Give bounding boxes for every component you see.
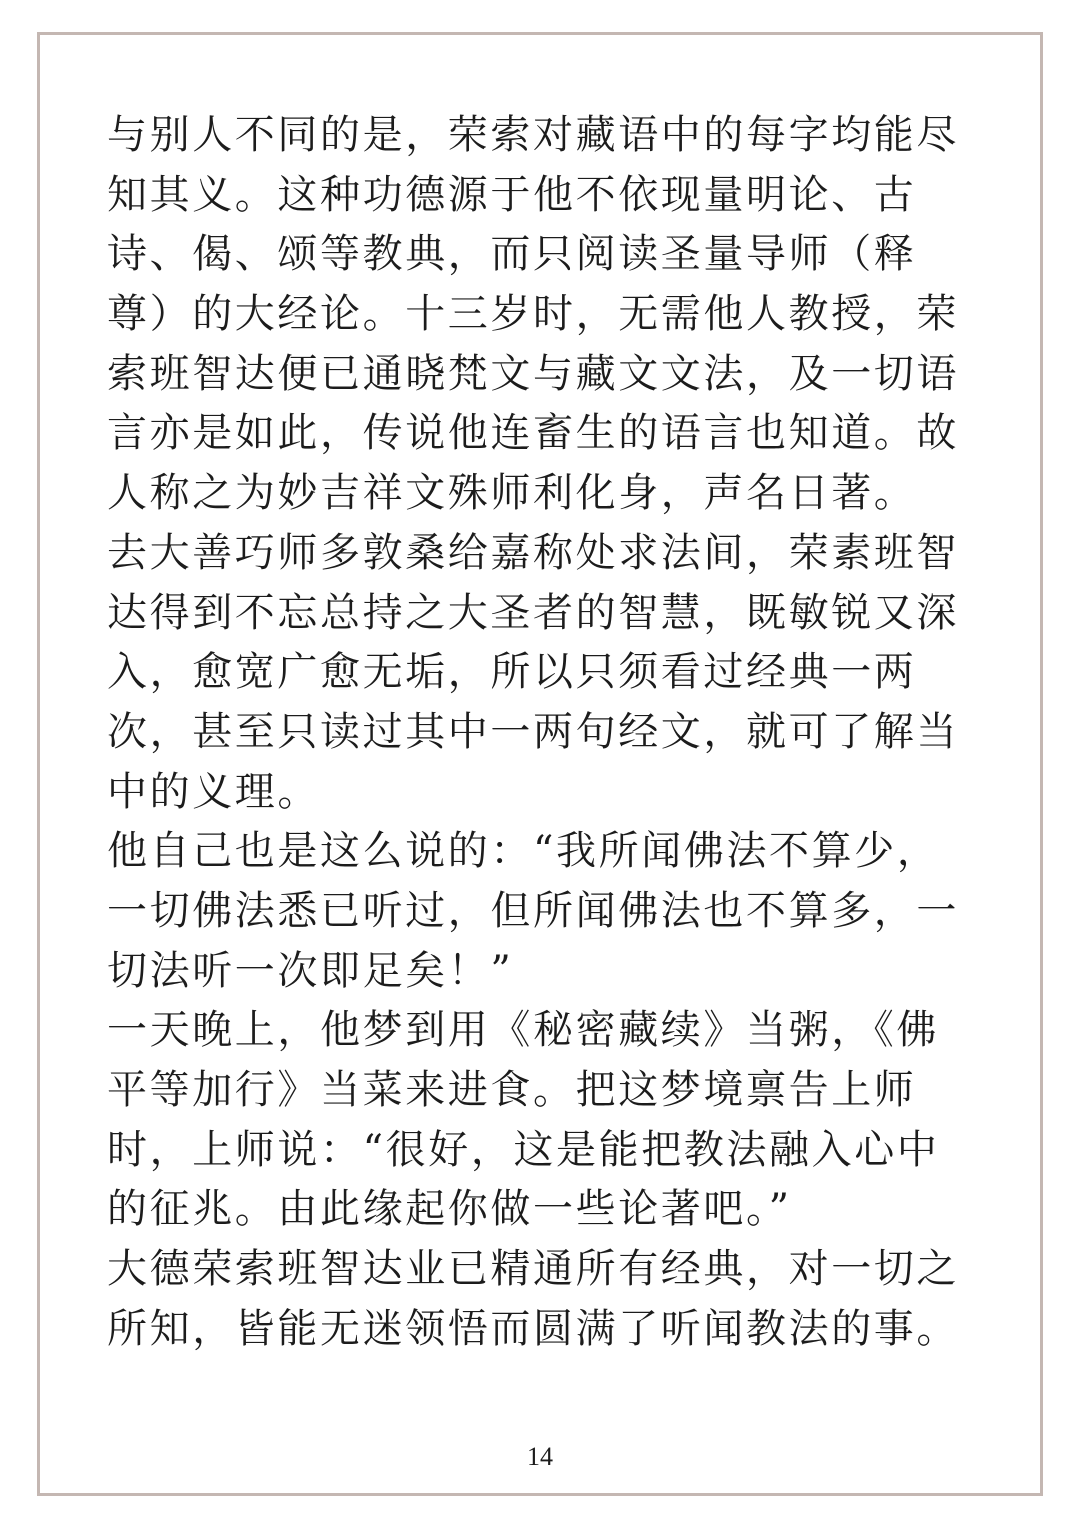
text-line: 所知，皆能无迷领悟而圆满了听闻教法的事。	[107, 1305, 959, 1352]
text-line: 入，愈宽广愈无垢，所以只须看过经典一两	[107, 649, 917, 696]
text-line: 知其义。这种功德源于他不依现量明论、古	[107, 171, 917, 218]
text-line: 索班智达便已通晓梵文与藏文文法，及一切语	[107, 350, 959, 397]
text-line: 大德荣索班智达业已精通所有经典，对一切之	[107, 1246, 959, 1293]
text-line: 人称之为妙吉祥文殊师利化身，声名日著。	[107, 470, 917, 517]
text-line: 与别人不同的是，荣索对藏语中的每字均能尽	[107, 112, 959, 158]
body-text	[107, 106, 987, 1359]
text-line: 的征兆。由此缘起你做一些论著吧。”	[107, 1186, 792, 1233]
text-line: 去大善巧师多敦桑给嘉称处求法间，荣素班智	[107, 529, 959, 576]
text-line: 尊）的大经论。十三岁时，无需他人教授，荣	[107, 291, 959, 338]
text-line: 切法听一次即足矣！”	[107, 947, 514, 994]
text-line: 次，甚至只读过其中一两句经文，就可了解当	[107, 708, 959, 755]
text-line: 一天晚上，他梦到用《秘密藏续》当粥，《佛	[107, 1007, 939, 1054]
text-line: 言亦是如此，传说他连畜生的语言也知道。故	[107, 410, 959, 457]
text-line: 时，上师说：“很好，这是能把教法融入心中	[107, 1126, 940, 1173]
text-line: 平等加行》当菜来进食。把这梦境禀告上师	[107, 1067, 917, 1113]
text-line: 诗、偈、颂等教典，而只阅读圣量导师（释	[107, 231, 917, 278]
text-line: 一切佛法悉已听过，但所闻佛法也不算多，一	[107, 887, 959, 934]
text-line: 他自己也是这么说的：“我所闻佛法不算少，	[107, 828, 940, 875]
page-number: 14	[527, 1442, 553, 1471]
text-line: 达得到不忘总持之大圣者的智慧，既敏锐又深	[107, 589, 959, 636]
text-line: 中的义理。	[107, 768, 320, 815]
